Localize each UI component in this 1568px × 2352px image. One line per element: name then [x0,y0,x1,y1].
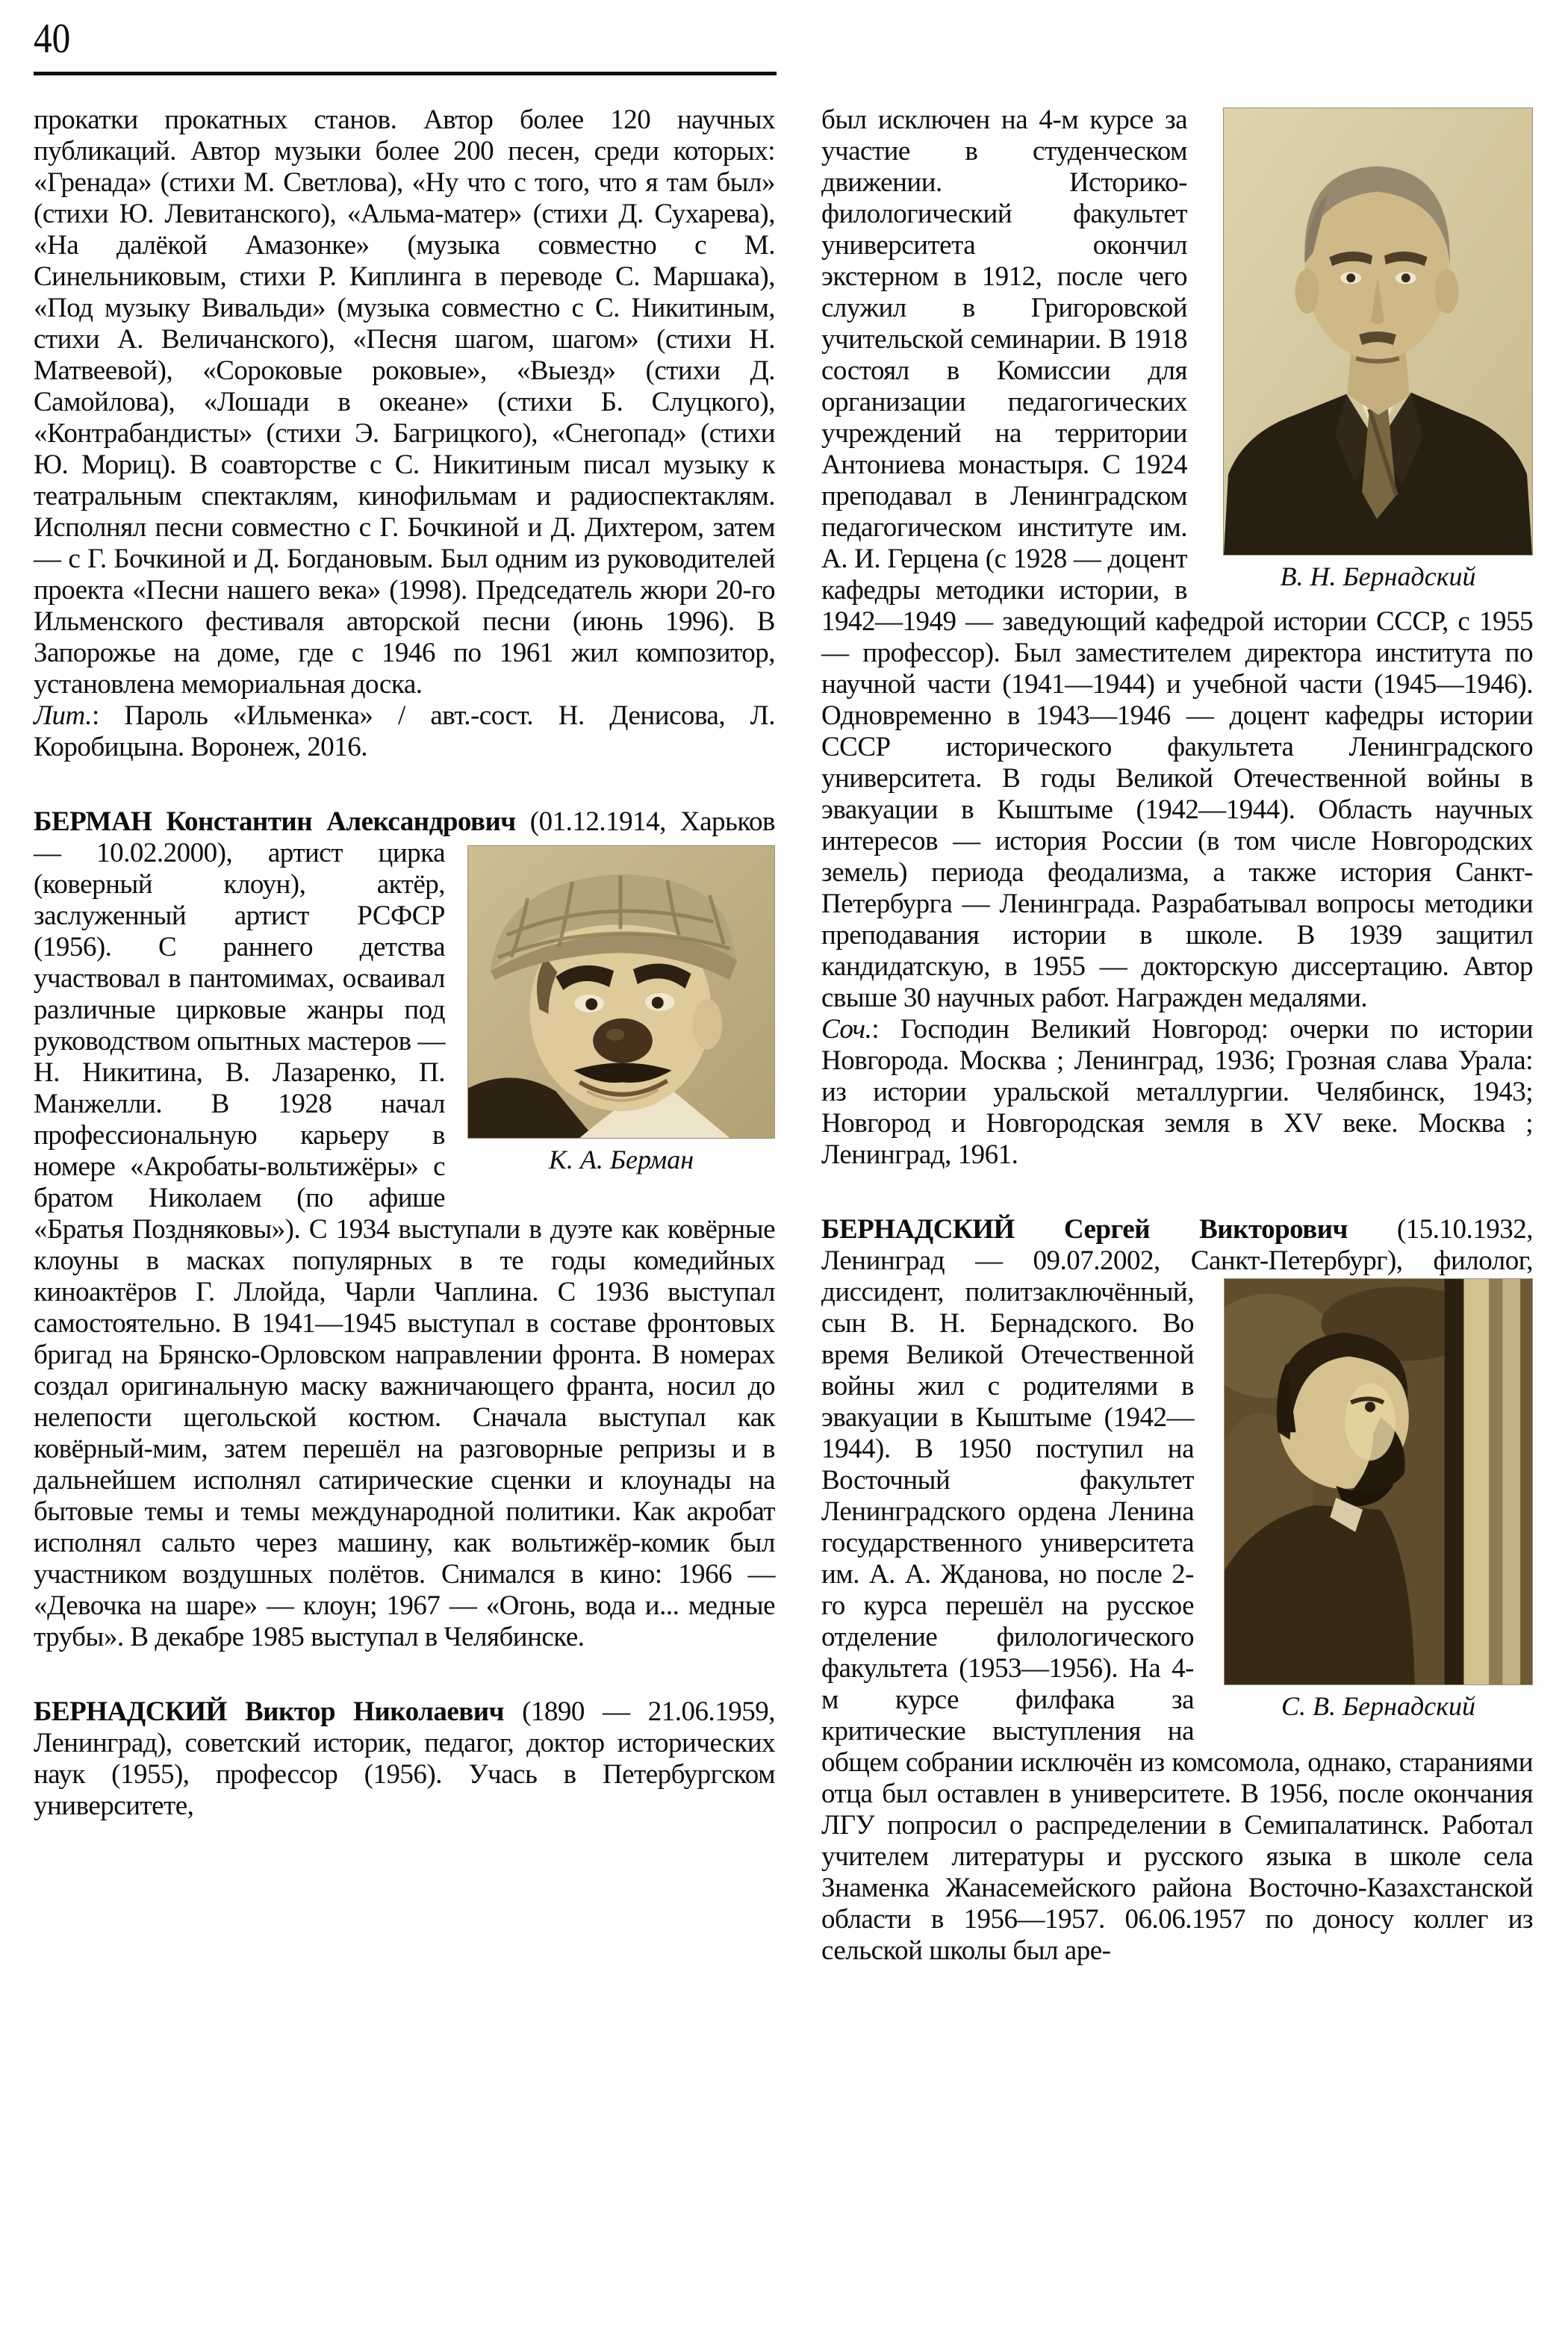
portrait-caption-bernadsky-viktor: В. Н. Бернадский [1280,561,1476,591]
entry-bernadsky-sergey-intro: (15.10.1932, Ленинград — 09.07.2002, Санкт-Петербург), [821,1214,1533,1276]
entry-name-bernadsky-viktor: БЕРНАДСКИЙ Виктор Николаевич [34,1696,504,1727]
paragraph-lit [34,700,775,763]
entry-berman [34,806,775,1653]
continuation-text: прокатки прокатных станов. Автор более 120 научных публикаций. Автор музыки более 200 песен, среди которых: «Гренада» (стихи М. Светлова), «Ну что с того, что я там был» (стихи Ю. Левитанского), «Альма-матер» (стихи Д. Сухарева), «На далёкой Амазонке» (музыка совместно с М. Синельниковым, стихи Р. Киплинга в переводе С. Маршака), «Под музыку Вивальди» (музыка совместно с С. Никитиным, стихи А. Величанского), «Песня шагом, шагом» (стихи Н. Матвеевой), «Сороковые роковые», «Выезд» (стихи Д. Самойлова), «Лошади в океане» (стихи Б. Слуцкого), «Контрабандисты» (стихи Э. Багрицкого), «Снегопад» (стихи Ю. Мориц). В соавторстве с С. Никитиным писал музыку к театральным спектаклям, кинофильмам и радиоспектаклям. Исполнял песни совместно с Г. Бочкиной и Д. Дихтером, затем — с Г. Бочкиной и Д. Богдановым. Был одним из руководителей проекта «Песни нашего века» (1998). Председатель жюри 20-го Ильменского фестиваля авторской песни (июнь 1996). В Запорожье на доме, где с 1946 по 1961 жил композитор, установлена мемориальная доска. [34,105,775,700]
paragraph-soch [821,1014,1533,1171]
entry-bernadsky-viktor-body: был исключен на 4-м курсе за участие в студенческом движении. Историко-филологический факультет университета окончил экстерном в 1912, после чего служил в Григоровской учительской семинарии. В 1918 состоял в Комиссии для организации педагогических учреждений на территории Антониева монастыря. С 1924 преподавал в Ленинградском педагогическом институте им. А. И. Герцена (с 1928 — доцент кафедры методики истории, в 1942—1949 — заведующий кафедрой истории СССР, с 1955 — профессор). Был заместителем директора института по научной части (1941—1944) и учебной части (1945—1946). Одновременно в 1943—1946 — доцент кафедры истории СССР исторического факультета Ленинградского университета. В годы Великой Отечественной войны в эвакуации в Кыштыме (1942—1944). Область научных интересов — история России (в том числе Новгородских земель) периода феодализма, а также история Санкт-Петербурга — Ленинграда. Разрабатывал вопросы методики преподавания истории в школе. В 1939 защитил кандидатскую, в 1955 — докторскую диссертацию. Автор свыше 30 научных работ. Награжден медалями. [821,105,1533,1013]
portrait-bernadsky-sergey-image [1224,1278,1533,1685]
paragraph-continuation [34,105,775,700]
lit-label: Лит. [34,700,92,731]
column-left [34,105,775,1822]
entry-berman-body: цирка (коверный клоун), актёр, заслуженный артист РСФСР (1956). С раннего детства участвовал в пантомимах, осваивал различные цирковые жанры под руководством опытных мастеров — Н. Никитина, В. Лазаренко, П. Манжелли. В 1928 начал профессиональную карьеру в номере «Акробаты-вольтижёры» с братом Николаем (по афише «Братья Поздняковы»). С 1934 выступали в дуэте как ковёрные клоуны в масках популярных в те годы комедийных киноактёров Г. Ллойда, Чарли Чаплина. С 1936 выступал самостоятельно. В 1941—1945 выступал в составе фронтовых бригад на Брянско-Орловском направлении фронта. В номерах создал оригинальную маску важничающего франта, носил до нелепости щегольской костюм. Сначала выступал как ковёрный-мим, затем перешёл на разговорные репризы и в дальнейшем исполнял сатирические сценки и клоунады на бытовые темы и темы международной политики. Как акробат исполнял сальто через машину, как вольтижёр-комик был участником воздушных полётов. Снимался в кино: 1966 — «Девочка на шаре» — клоун; 1967 — «Огонь, вода и... медные трубы». В декабре 1985 выступал в Челябинске. [34,838,775,1652]
entry-bernadsky-sergey-body: филолог, диссидент, политзаключённый, сын В. Н. Бернадского. Во время Великой Отечественной войны жил с родителями в эвакуации в Кыштыме (1942—1944). В 1950 поступил на Восточный факультет Ленинградского ордена Ленина государственного университета им. А. А. Жданова, но после 2-го курса перешёл на русское отделение филологического факультета (1953—1956). На 4-м курсе филфака за критические выступления на общем собрании исключён из комсомола, однако, стараниями отца был оставлен в университете. В 1956, после окончания ЛГУ попросил о распределении в Семипалатинск. Работал учителем литературы и русского языка в школе села Знаменка Жанасемейского района Восточно-Казахстанской области в 1956—1957. 06.06.1957 по доносу коллег из сельской школы был аре- [821,1245,1533,1966]
portrait-bernadsky-viktor-image [1223,108,1533,556]
entry-name-berman: БЕРМАН Константин Александрович [34,806,516,837]
portrait-berman-figure [467,845,775,1176]
entry-bernadsky-viktor-continuation [821,105,1533,1014]
entry-name-bernadsky-sergey: БЕРНАДСКИЙ Сергей Викторович [821,1214,1348,1245]
entry-berman-intro: (01.12.1914, Харьков — 10.02.2000), артист [34,806,775,868]
page-number: 40 [34,16,71,62]
portrait-bernadsky-sergey-figure [1224,1278,1533,1723]
portrait-caption-bernadsky-sergey: С. В. Бернадский [1281,1691,1476,1721]
entry-bernadsky-viktor [34,1696,775,1822]
soch-text: : Господин Великий Новгород: очерки по истории Новгорода. Москва ; Ленинград, 1936; Грозная слава Урала: из истории уральской металлургии. Челябинск, 1943; Новгород и Новгородская земля в XV веке. Москва ; Ленинград, 1961. [821,1014,1533,1170]
column-right [821,105,1533,1967]
header-rule [34,72,777,75]
lit-text: : Пароль «Ильменка» / авт.-сост. Н. Денисова, Л. Коробицына. Воронеж, 2016. [34,700,775,762]
entry-bernadsky-sergey [821,1214,1533,1967]
portrait-berman-image [467,845,775,1139]
portrait-bernadsky-viktor-figure [1223,108,1533,593]
soch-label: Соч. [821,1014,872,1045]
entry-bernadsky-viktor-lead: (1890 — 21.06.1959, Ленинград), советский историк, педагог, доктор исторических наук (1955), профессор (1956). Учась в Петербургском университете, [34,1696,775,1821]
portrait-caption-berman: К. А. Берман [548,1145,694,1175]
